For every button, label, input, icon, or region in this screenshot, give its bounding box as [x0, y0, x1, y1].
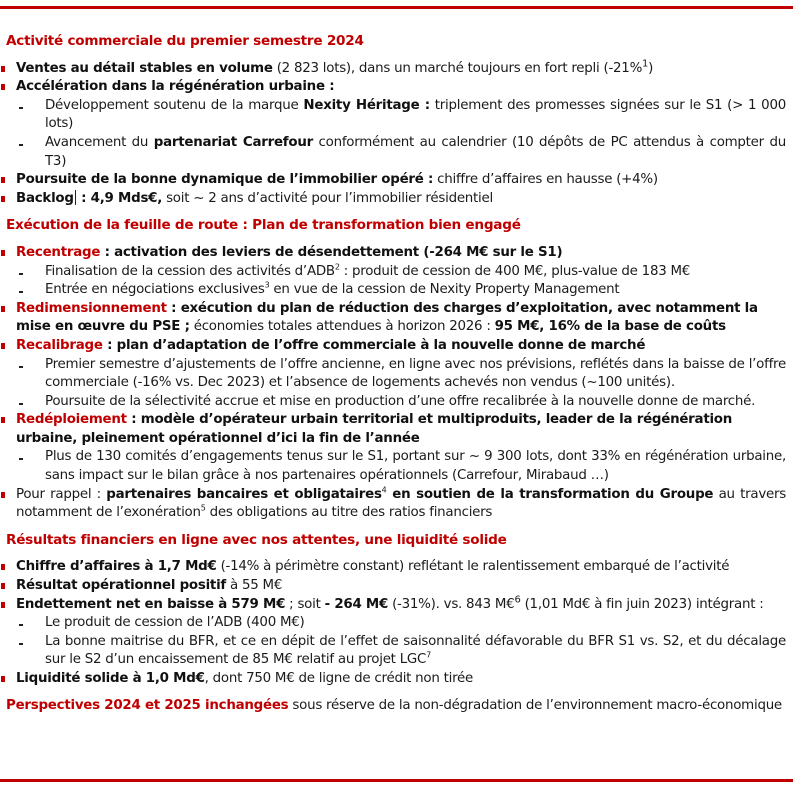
sub-item-carrefour-partnership: Avancement du partenariat Carrefour conformément au calendrier (10 dépôts de PC attendus à compter du T3) [6, 134, 786, 171]
list-item-redimensionnement: Redimensionnement : exécution du plan de réduction des charges d’exploitation, avec notamment la mise en œuvre du PSE ; économies totales attendues à horizon 2026 : 95 M€, 16% de la base de coûts [6, 300, 786, 337]
top-divider [0, 6, 793, 9]
section-title-roadmap: Exécution de la feuille de route : Plan de transformation bien engagé [6, 217, 521, 234]
bottom-divider [0, 779, 793, 782]
section-title-commercial-activity: Activité commerciale du premier semestre 2024 [6, 33, 364, 49]
list-item-liquidity: Liquidité solide à 1,0 Md€, dont 750 M€ de ligne de crédit non tirée [6, 670, 786, 689]
list-item-net-debt: Endettement net en baisse à 579 M€ ; soit - 264 M€ (-31%). vs. 843 M€$^6$ (1,01 Md€ à fin juin 2023) intégrant : [6, 596, 786, 615]
document-content [6, 32, 786, 729]
sub-item-nexity-heritage: Développement soutenu de la marque Nexity Héritage : triplement des promesses signées sur le S1 (> 1 000 lots) [6, 97, 786, 134]
text-cursor [75, 190, 76, 205]
sub-item-offer-adjustments: Premier semestre d’ajustements de l’offre ancienne, en ligne avec nos prévisions, reflétés dans la baisse de l’offre commerciale (-16% vs. Dec 2023) et l’absence de logements achevés non vendus (~100 unités). [6, 356, 786, 393]
list-item-backlog: Backlog : 4,9 Mds€, soit ~ 2 ans d’activité pour l’immobilier résidentiel [6, 190, 786, 209]
list-item-operating-income: Résultat opérationnel positif à 55 M€ [6, 577, 786, 596]
sub-item-adb-proceeds: Le produit de cession de l’ADB (400 M€) [6, 614, 786, 633]
sub-item-working-capital: La bonne maitrise du BFR, et ce en dépit de l’effet de saisonnalité défavorable du BFR S1 vs. S2, et du décalage sur le S2 d’un encaissement de 85 M€ relatif au projet LGC$^7$ [6, 633, 786, 670]
list-item-recalibrage: Recalibrage : plan d’adaptation de l’offre commerciale à la nouvelle donne de marché [6, 337, 786, 356]
list-item-urban-regeneration: Accélération dans la régénération urbaine : [6, 78, 786, 97]
list-item-recentrage: Recentrage : activation des leviers de désendettement (-264 M€ sur le S1) [6, 244, 786, 263]
list-item-revenue: Chiffre d’affaires à 1,7 Md€ (-14% à périmètre constant) reflétant le ralentissement embarqué de l’activité [6, 558, 786, 577]
sub-item-engagement-committees: Plus de 130 comités d’engagements tenus sur le S1, portant sur ~ 9 300 lots, dont 33% en régénération urbaine, sans impact sur le bilan grâce à nos partenaires opérationnels (Carrefour, Mirabaud …) [6, 448, 786, 485]
sub-item-selectivity: Poursuite de la sélectivité accrue et mise en production d’une offre recalibrée à la nouvelle donne de marché. [6, 393, 786, 412]
sub-item-exclusive-negotiations: Entrée en négociations exclusives$^3$ en vue de la cession de Nexity Property Management [6, 281, 786, 300]
list-item-managed-real-estate: Poursuite de la bonne dynamique de l’immobilier opéré : chiffre d’affaires en hausse (+4%) [6, 171, 786, 190]
section-title-financial-results: Résultats financiers en ligne avec nos attentes, une liquidité solide [6, 531, 507, 548]
list-item-retail-sales: Ventes au détail stables en volume (2 823 lots), dans un marché toujours en fort repli (-21%$^1$) [6, 60, 786, 79]
list-item-banking-partners: Pour rappel : partenaires bancaires et obligataires$^4$ en soutien de la transformation du Groupe au travers notamment de l’exonération$^5$ des obligations au titre des ratios financiers [6, 486, 786, 523]
list-item-redeploiement: Redéploiement : modèle d’opérateur urbain territorial et multiproduits, leader de la régénération urbaine, pleinement opérationnel d’ici la fin de l’année [6, 411, 786, 448]
outlook-statement: Perspectives 2024 et 2025 inchangées sous réserve de la non-dégradation de l’environnement macro-économique [6, 697, 782, 713]
sub-item-adb-sale: Finalisation de la cession des activités d’ADB$^2$ : produit de cession de 400 M€, plus-value de 183 M€ [6, 263, 786, 282]
